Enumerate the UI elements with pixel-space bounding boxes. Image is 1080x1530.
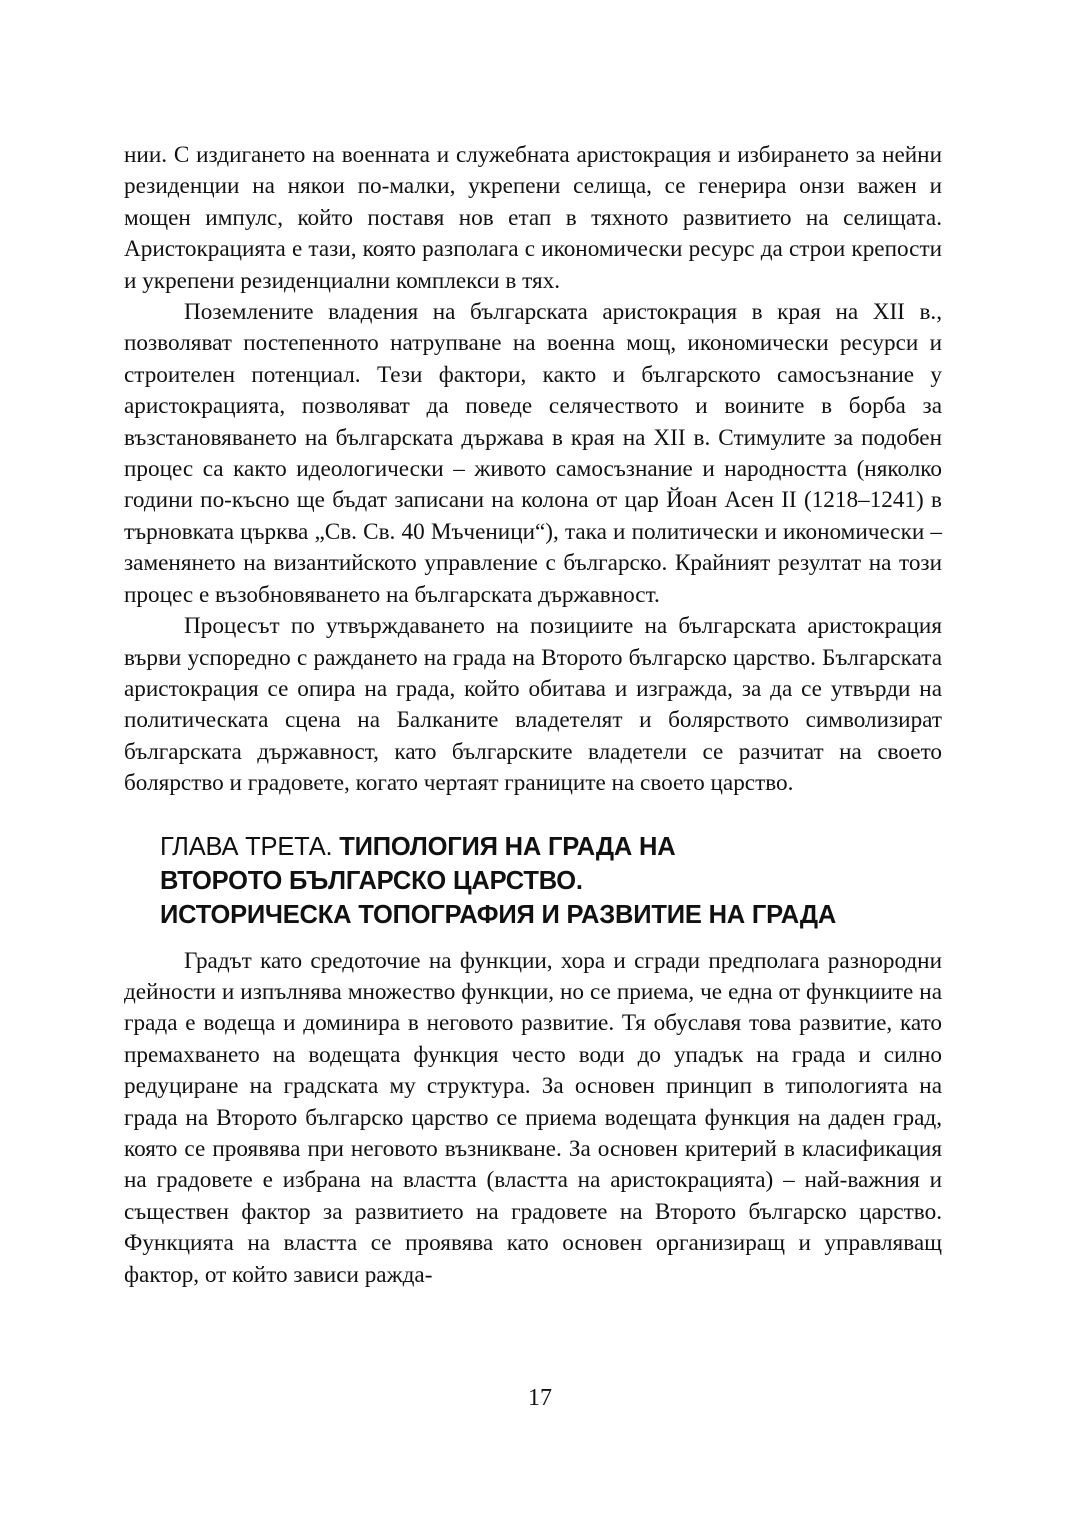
paragraph-4: Градът като средоточие на функции, хора и сгради предполага разнородни дейности и изпълнява множество функции, но се приема, че една от функциите на града е водеща и доминира в неговото развитие. Тя обуславя това развитие, като премахването на водещата функция често води до упадък на града и силно редуциране на градската му структура. За основен принцип в типологията на града на Второто българско царство се приема водещата функция на даден град, която се проявява при неговото възникване. За основен критерий в класификация на градовете е избрана на властта (властта на аристокрацията) – най-важния и съществен фактор за развитието на градовете на Второто българско царство. Функцията на властта се проявява като основен организиращ и управляващ фактор, от който зависи ражда- bbox=[124, 947, 942, 1288]
chapter-title-line-2: ВТОРОТО БЪЛГАРСКО ЦАРСТВО. bbox=[160, 866, 583, 895]
paragraph-1: нии. С издигането на военната и служебната аристокрация и избирането за нейни резиденции на някои по-малки, укрепени селища, се генерира онзи важен и мощен импулс, който поставя нов етап в тяхното развитието на селищата. Аристокрацията е тази, която разполага с икономически ресурс да строи крепости и укрепени резиденциални комплекси в тях. bbox=[124, 142, 942, 294]
page-body bbox=[124, 140, 942, 1291]
paragraph-3: Процесът по утвърждаването на позициите на българската аристокрация върви успоредно с раждането на града на Второто българско царство. Българската аристокрация се опира на града, който обитава и изгражда, за да се утвърди на политическата сцена на Балканите владетелят и болярството символизират българската държавност, като българските владетели се разчитат на своето болярство и градовете, когато чертаят границите на своето царство. bbox=[124, 613, 942, 797]
page-number: 17 bbox=[528, 1385, 552, 1411]
chapter-title-line-3: ИСТОРИЧЕСКА ТОПОГРАФИЯ И РАЗВИТИЕ НА ГРАДА bbox=[160, 900, 837, 929]
chapter-heading bbox=[160, 830, 942, 932]
paragraph-2: Поземлените владения на българската аристокрация в края на XII в., позволяват постепенното натрупване на военна мощ, икономически ресурси и строителен потенциал. Тези фактори, както и българското самосъзнание у аристокрацията, позволяват да поведе селячеството и воините в борба за възстановяването на българската държава в края на XII в. Стимулите за подобен процес са както идеологически – живото самосъзнание и народността (няколко години по-късно ще бъдат записани на колона от цар Йоан Асен II (1218–1241) в търновката църква „Св. Св. 40 Мъченици“), така и политически и икономически – заменянето на византийското управление с българско. Крайният резултат на този процес е възобновяването на българската държавност. bbox=[124, 299, 942, 608]
chapter-label: ГЛАВА ТРЕТА. bbox=[160, 832, 340, 861]
chapter-title-line-1: ТИПОЛОГИЯ НА ГРАДА НА bbox=[339, 832, 676, 861]
